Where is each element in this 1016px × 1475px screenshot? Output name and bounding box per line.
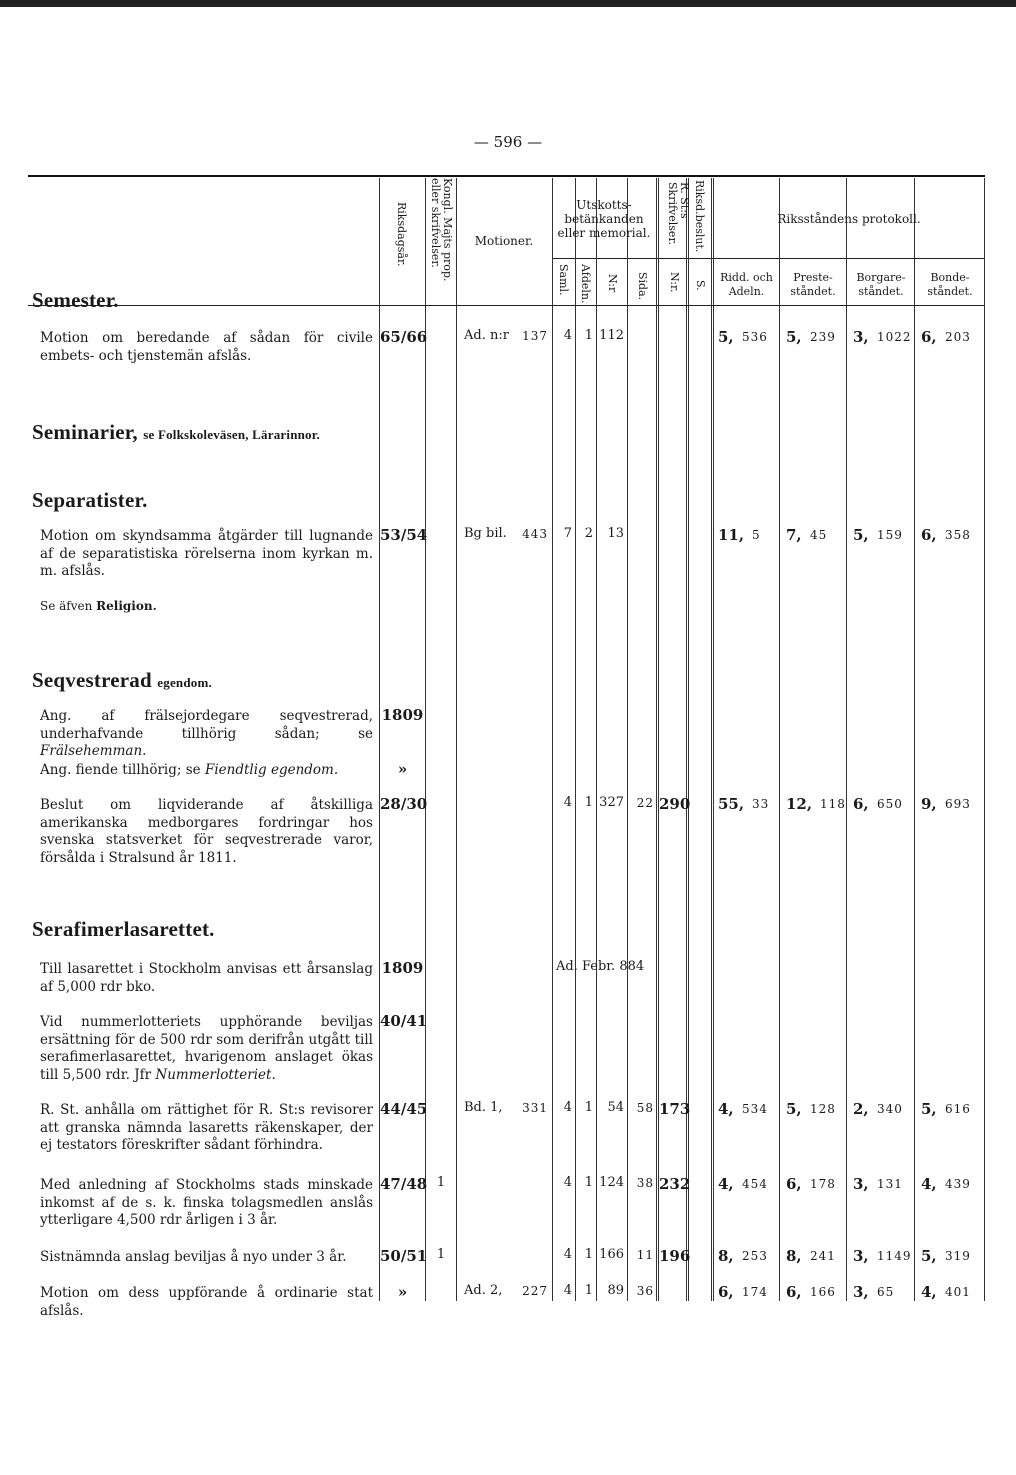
protokoll-volume: 6, bbox=[921, 328, 937, 346]
protokoll-page: 340 bbox=[877, 1102, 903, 1116]
protokoll-page: 616 bbox=[945, 1102, 971, 1116]
protokoll-volume: 5, bbox=[718, 328, 734, 346]
cross-reference: Nummerlotteriet. bbox=[155, 1066, 276, 1083]
nr-cell: 112 bbox=[599, 328, 624, 343]
nr-cell: 89 bbox=[607, 1283, 624, 1298]
section-semester: Semester. bbox=[32, 288, 119, 312]
section-seminarier: Seminarier, se Folkskoleväsen, Lärarinnor. bbox=[32, 420, 320, 444]
afdeln-cell: 1 bbox=[584, 1283, 593, 1298]
protokoll-volume: 55, bbox=[718, 795, 745, 813]
sida-cell: 22 bbox=[636, 796, 654, 810]
protokoll-page: 1149 bbox=[877, 1249, 912, 1263]
protokoll-volume: 3, bbox=[853, 1175, 869, 1193]
protokoll-page: 454 bbox=[742, 1177, 768, 1191]
header-nr: N:r bbox=[606, 274, 619, 293]
protokoll-page: 128 bbox=[810, 1102, 836, 1116]
protokoll-volume: 5, bbox=[786, 328, 802, 346]
protokoll-volume: 6, bbox=[718, 1283, 734, 1301]
span-cell: Ad. Febr. 884 bbox=[556, 959, 645, 974]
motion-cell: Bd. 1, bbox=[464, 1100, 503, 1115]
year-cell: 28/30 bbox=[380, 795, 428, 813]
saml-cell: 4 bbox=[563, 1283, 572, 1298]
nr-cell: 124 bbox=[599, 1175, 624, 1190]
protokoll-page: 5 bbox=[752, 528, 761, 542]
protokoll-page: 131 bbox=[877, 1177, 903, 1191]
protokoll-volume: 4, bbox=[921, 1175, 937, 1193]
protokoll-page: 33 bbox=[752, 797, 770, 811]
protokoll-volume: 4, bbox=[921, 1283, 937, 1301]
protokoll-volume: 5, bbox=[921, 1100, 937, 1118]
protokoll-volume: 6, bbox=[786, 1175, 802, 1193]
protokoll-page: 1022 bbox=[877, 330, 912, 344]
header-preste: Preste- ståndet. bbox=[790, 271, 836, 298]
protokoll-volume: 6, bbox=[921, 526, 937, 544]
afdeln-cell: 1 bbox=[584, 328, 593, 343]
motion-cell: Ad. 2, bbox=[464, 1283, 503, 1298]
sida-cell: 58 bbox=[636, 1101, 654, 1115]
motion-page: 227 bbox=[522, 1284, 548, 1298]
header-afdeln: Afdeln. bbox=[579, 264, 592, 304]
entry-text: Till lasarettet i Stockholm anvisas ett årsanslag af 5,000 rdr bko. bbox=[40, 961, 373, 995]
header-riksd-s: S. bbox=[694, 280, 707, 291]
afdeln-cell: 2 bbox=[584, 526, 593, 541]
protokoll-volume: 12, bbox=[786, 795, 813, 813]
entry-text: Ang. fiende tillhörig; se Fiendtlig egendom. bbox=[40, 762, 339, 778]
cross-reference: Frälsehemman. bbox=[40, 743, 147, 759]
top-border bbox=[0, 0, 1016, 7]
saml-cell: 4 bbox=[563, 795, 572, 810]
protokoll-page: 358 bbox=[945, 528, 971, 542]
protokoll-volume: 6, bbox=[853, 795, 869, 813]
entry-text: Motion om dess uppförande å ordinarie stat afslås. bbox=[40, 1285, 373, 1319]
section-serafimer: Serafimerlasarettet. bbox=[32, 917, 215, 941]
cross-reference: Fiendtlig egendom. bbox=[204, 762, 339, 778]
protokoll-page: 319 bbox=[945, 1249, 971, 1263]
register-table bbox=[28, 172, 985, 1319]
protokoll-page: 534 bbox=[742, 1102, 768, 1116]
entry-text: Motion om beredande af sådan för civile embets- och tjenstemän afslås. bbox=[40, 330, 373, 364]
header-kongl: Kongl. Majts prop. eller skrifvelser. bbox=[429, 178, 454, 282]
page-number: — 596 — bbox=[473, 133, 543, 151]
year-cell: 65/66 bbox=[380, 328, 428, 346]
protokoll-page: 241 bbox=[810, 1249, 836, 1263]
saml-cell: 4 bbox=[563, 1100, 572, 1115]
protokoll-volume: 7, bbox=[786, 526, 802, 544]
protokoll-volume: 2, bbox=[853, 1100, 869, 1118]
nr-cell: 54 bbox=[607, 1100, 624, 1115]
year-cell: 50/51 bbox=[380, 1247, 428, 1265]
saml-cell: 4 bbox=[563, 328, 572, 343]
header-motioner: Motioner. bbox=[474, 234, 534, 248]
protokoll-page: 159 bbox=[877, 528, 903, 542]
entry-text: Ang. af frälsejordegare seqvestrerad, underhafvande tillhörig sådan; se Frälsehemman. bbox=[40, 708, 373, 759]
header-saml: Saml. bbox=[557, 264, 570, 296]
sida-cell: 38 bbox=[636, 1176, 654, 1190]
year-cell: 53/54 bbox=[380, 526, 428, 544]
header-rsts-nr: N:r. bbox=[668, 272, 681, 293]
header-ridd: Ridd. och Adeln. bbox=[720, 271, 773, 298]
kongl-cell: 1 bbox=[436, 1175, 446, 1190]
protokoll-page: 401 bbox=[945, 1285, 971, 1299]
entry-text: Beslut om liqviderande af åtskilliga amerikanska medborgares fordringar hos svenska statsverket för seqvestrerade varor, försålda i Stralsund år 1811. bbox=[40, 797, 373, 866]
protokoll-page: 536 bbox=[742, 330, 768, 344]
protokoll-page: 174 bbox=[742, 1285, 768, 1299]
motion-cell: Bg bil. bbox=[464, 526, 507, 541]
header-riksdagsar: Riksdagsår. bbox=[395, 202, 408, 267]
year-cell: 1809 bbox=[381, 706, 424, 724]
protokoll-page: 439 bbox=[945, 1177, 971, 1191]
protokoll-page: 65 bbox=[877, 1285, 895, 1299]
afdeln-cell: 1 bbox=[584, 795, 593, 810]
sida-cell: 11 bbox=[636, 1248, 654, 1262]
protokoll-volume: 3, bbox=[853, 1247, 869, 1265]
year-cell: 1809 bbox=[381, 959, 424, 977]
protokoll-volume: 8, bbox=[786, 1247, 802, 1265]
protokoll-page: 178 bbox=[810, 1177, 836, 1191]
section-seqvestrerad: Seqvestrerad egendom. bbox=[32, 668, 212, 692]
header-rsts: R. St:s Skrifvelser. bbox=[666, 182, 691, 245]
motion-cell: Ad. n:r bbox=[464, 328, 509, 343]
entry-text: Vid nummerlotteriets upphörande beviljas ersättning för de 500 rdr som derifrån utgått till serafimerlasarettet, hvarigenom anslaget ökas till 5,500 rdr. Jfr Nummerlotteriet. bbox=[40, 1014, 373, 1083]
protokoll-volume: 5, bbox=[853, 526, 869, 544]
protokoll-volume: 8, bbox=[718, 1247, 734, 1265]
rsts-cell: 196 bbox=[659, 1247, 691, 1265]
header-borgare: Borgare- ståndet. bbox=[856, 271, 906, 298]
see-also: Se äfven Religion. bbox=[40, 599, 157, 613]
protokoll-page: 253 bbox=[742, 1249, 768, 1263]
protokoll-volume: 11, bbox=[718, 526, 745, 544]
header-protokoll: Riksståndens protokoll. bbox=[777, 212, 921, 226]
kongl-cell: 1 bbox=[436, 1247, 446, 1262]
header-riksd-beslut: Riksd.beslut. bbox=[693, 180, 706, 253]
motion-page: 331 bbox=[522, 1101, 548, 1115]
protokoll-volume: 4, bbox=[718, 1175, 734, 1193]
header-utskott: Utskotts- betänkanden eller memorial. bbox=[557, 198, 651, 240]
header-bonde: Bonde- ståndet. bbox=[927, 271, 973, 298]
saml-cell: 4 bbox=[563, 1175, 572, 1190]
rsts-cell: 290 bbox=[659, 795, 691, 813]
motion-page: 443 bbox=[522, 527, 548, 541]
rsts-cell: 173 bbox=[659, 1100, 691, 1118]
entry-text: R. St. anhålla om rättighet för R. St:s revisorer att granska nämnda lasaretts räkenskaper, der ej testators föreskrifter sådant förhindra. bbox=[40, 1102, 373, 1153]
protokoll-page: 693 bbox=[945, 797, 971, 811]
protokoll-page: 45 bbox=[810, 528, 828, 542]
saml-cell: 7 bbox=[563, 526, 572, 541]
saml-cell: 4 bbox=[563, 1247, 572, 1262]
protokoll-volume: 3, bbox=[853, 1283, 869, 1301]
section-separatister: Separatister. bbox=[32, 488, 148, 512]
entry-text: Med anledning af Stockholms stads minskade inkomst af de s. k. finska tolagsmedlen anslås ytterligare 4,500 rdr årligen i 3 år. bbox=[40, 1177, 373, 1228]
protokoll-volume: 4, bbox=[718, 1100, 734, 1118]
year-cell: » bbox=[397, 760, 408, 778]
entry-text: Motion om skyndsamma åtgärder till lugnande af de separatistiska rörelserna inom kyrkan m. m. afslås. bbox=[40, 528, 373, 579]
sida-cell: 36 bbox=[636, 1284, 654, 1298]
protokoll-page: 118 bbox=[820, 797, 846, 811]
protokoll-volume: 6, bbox=[786, 1283, 802, 1301]
protokoll-page: 203 bbox=[945, 330, 971, 344]
entry-text: Sistnämnda anslag beviljas å nyo under 3 år. bbox=[40, 1249, 347, 1265]
protokoll-page: 650 bbox=[877, 797, 903, 811]
protokoll-page: 166 bbox=[810, 1285, 836, 1299]
protokoll-volume: 5, bbox=[786, 1100, 802, 1118]
header-sida: Sida. bbox=[636, 272, 649, 301]
protokoll-page: 239 bbox=[810, 330, 836, 344]
year-cell: 47/48 bbox=[380, 1175, 428, 1193]
rsts-cell: 232 bbox=[659, 1175, 691, 1193]
year-cell: » bbox=[397, 1283, 408, 1301]
nr-cell: 13 bbox=[607, 526, 624, 541]
year-cell: 40/41 bbox=[380, 1012, 428, 1030]
year-cell: 44/45 bbox=[380, 1100, 428, 1118]
nr-cell: 327 bbox=[599, 795, 624, 810]
nr-cell: 166 bbox=[599, 1247, 624, 1262]
afdeln-cell: 1 bbox=[584, 1100, 593, 1115]
protokoll-volume: 3, bbox=[853, 328, 869, 346]
afdeln-cell: 1 bbox=[584, 1247, 593, 1262]
afdeln-cell: 1 bbox=[584, 1175, 593, 1190]
protokoll-volume: 9, bbox=[921, 795, 937, 813]
protokoll-volume: 5, bbox=[921, 1247, 937, 1265]
motion-page: 137 bbox=[522, 329, 548, 343]
